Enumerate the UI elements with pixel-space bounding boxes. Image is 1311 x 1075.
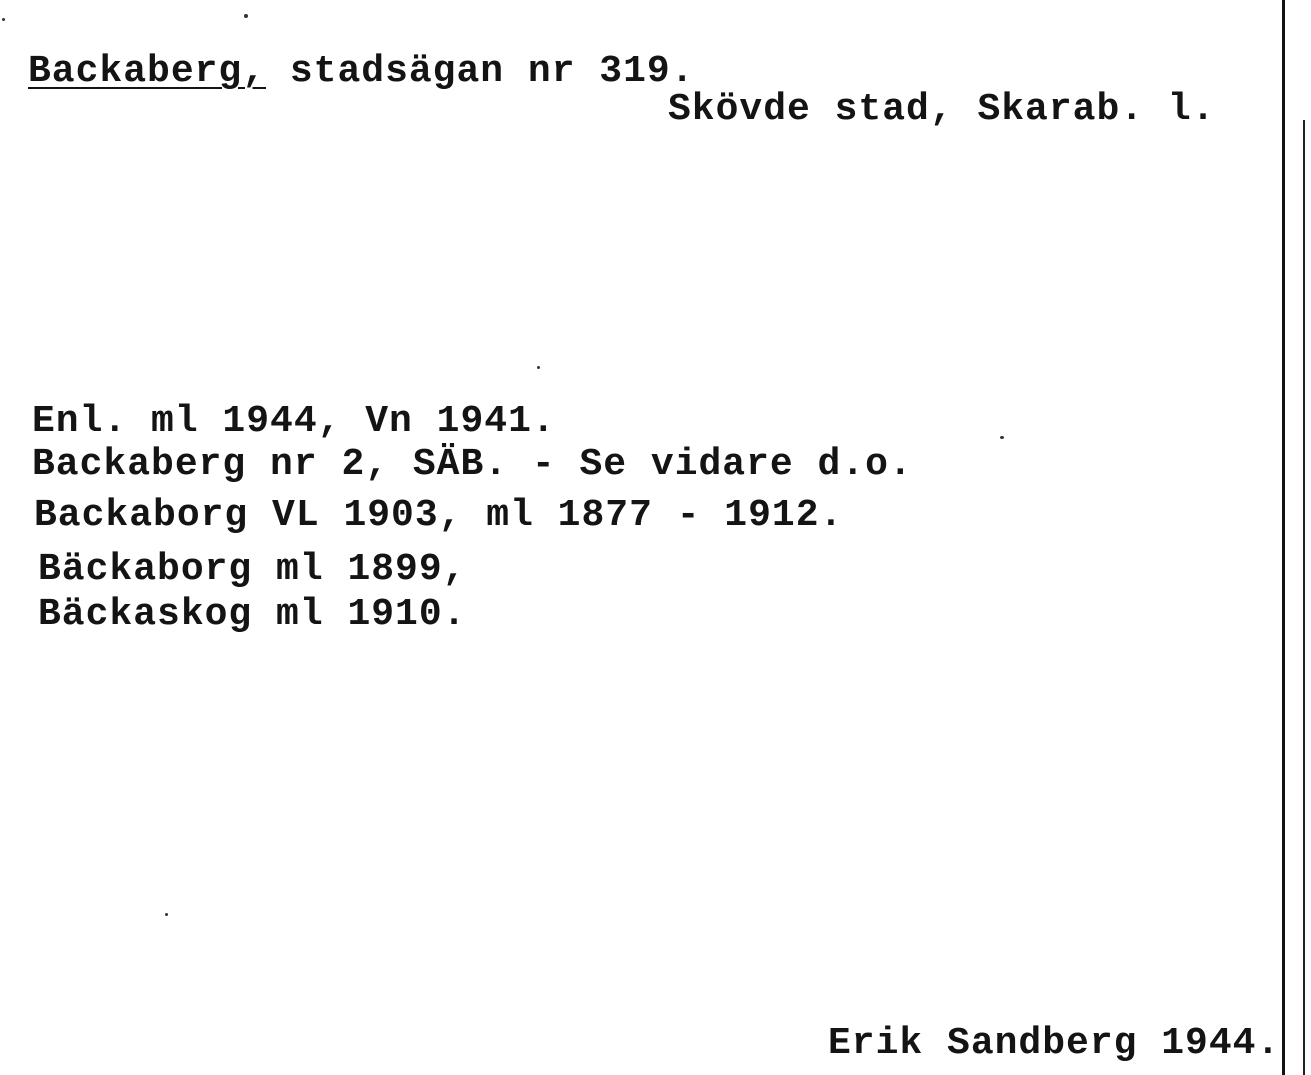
location-line: Skövde stad, Skarab. l.: [668, 88, 1216, 131]
body-line-1: Enl. ml 1944, Vn 1941.: [32, 400, 556, 443]
signature: Erik Sandberg 1944.: [828, 1022, 1281, 1065]
body-line-5: Bäckaskog ml 1910.: [38, 593, 467, 636]
scan-speck: [1000, 436, 1004, 439]
scan-speck: [165, 913, 168, 916]
card-heading: [28, 50, 695, 94]
body-line-3: Backaborg VL 1903, ml 1877 - 1912.: [34, 494, 844, 537]
body-line-4: Bäckaborg ml 1899,: [38, 548, 467, 591]
place-name: Backaberg,: [28, 50, 267, 93]
card-edge-line-secondary: [1303, 120, 1305, 1075]
scan-speck: [2, 18, 5, 21]
scan-speck: [244, 14, 248, 18]
place-plot-number: stadsägan nr 319.: [266, 50, 695, 93]
scan-speck: [537, 366, 540, 369]
body-line-2: Backaberg nr 2, SÄB. - Se vidare d.o.: [32, 443, 913, 486]
card-edge-line: [1282, 0, 1285, 1075]
